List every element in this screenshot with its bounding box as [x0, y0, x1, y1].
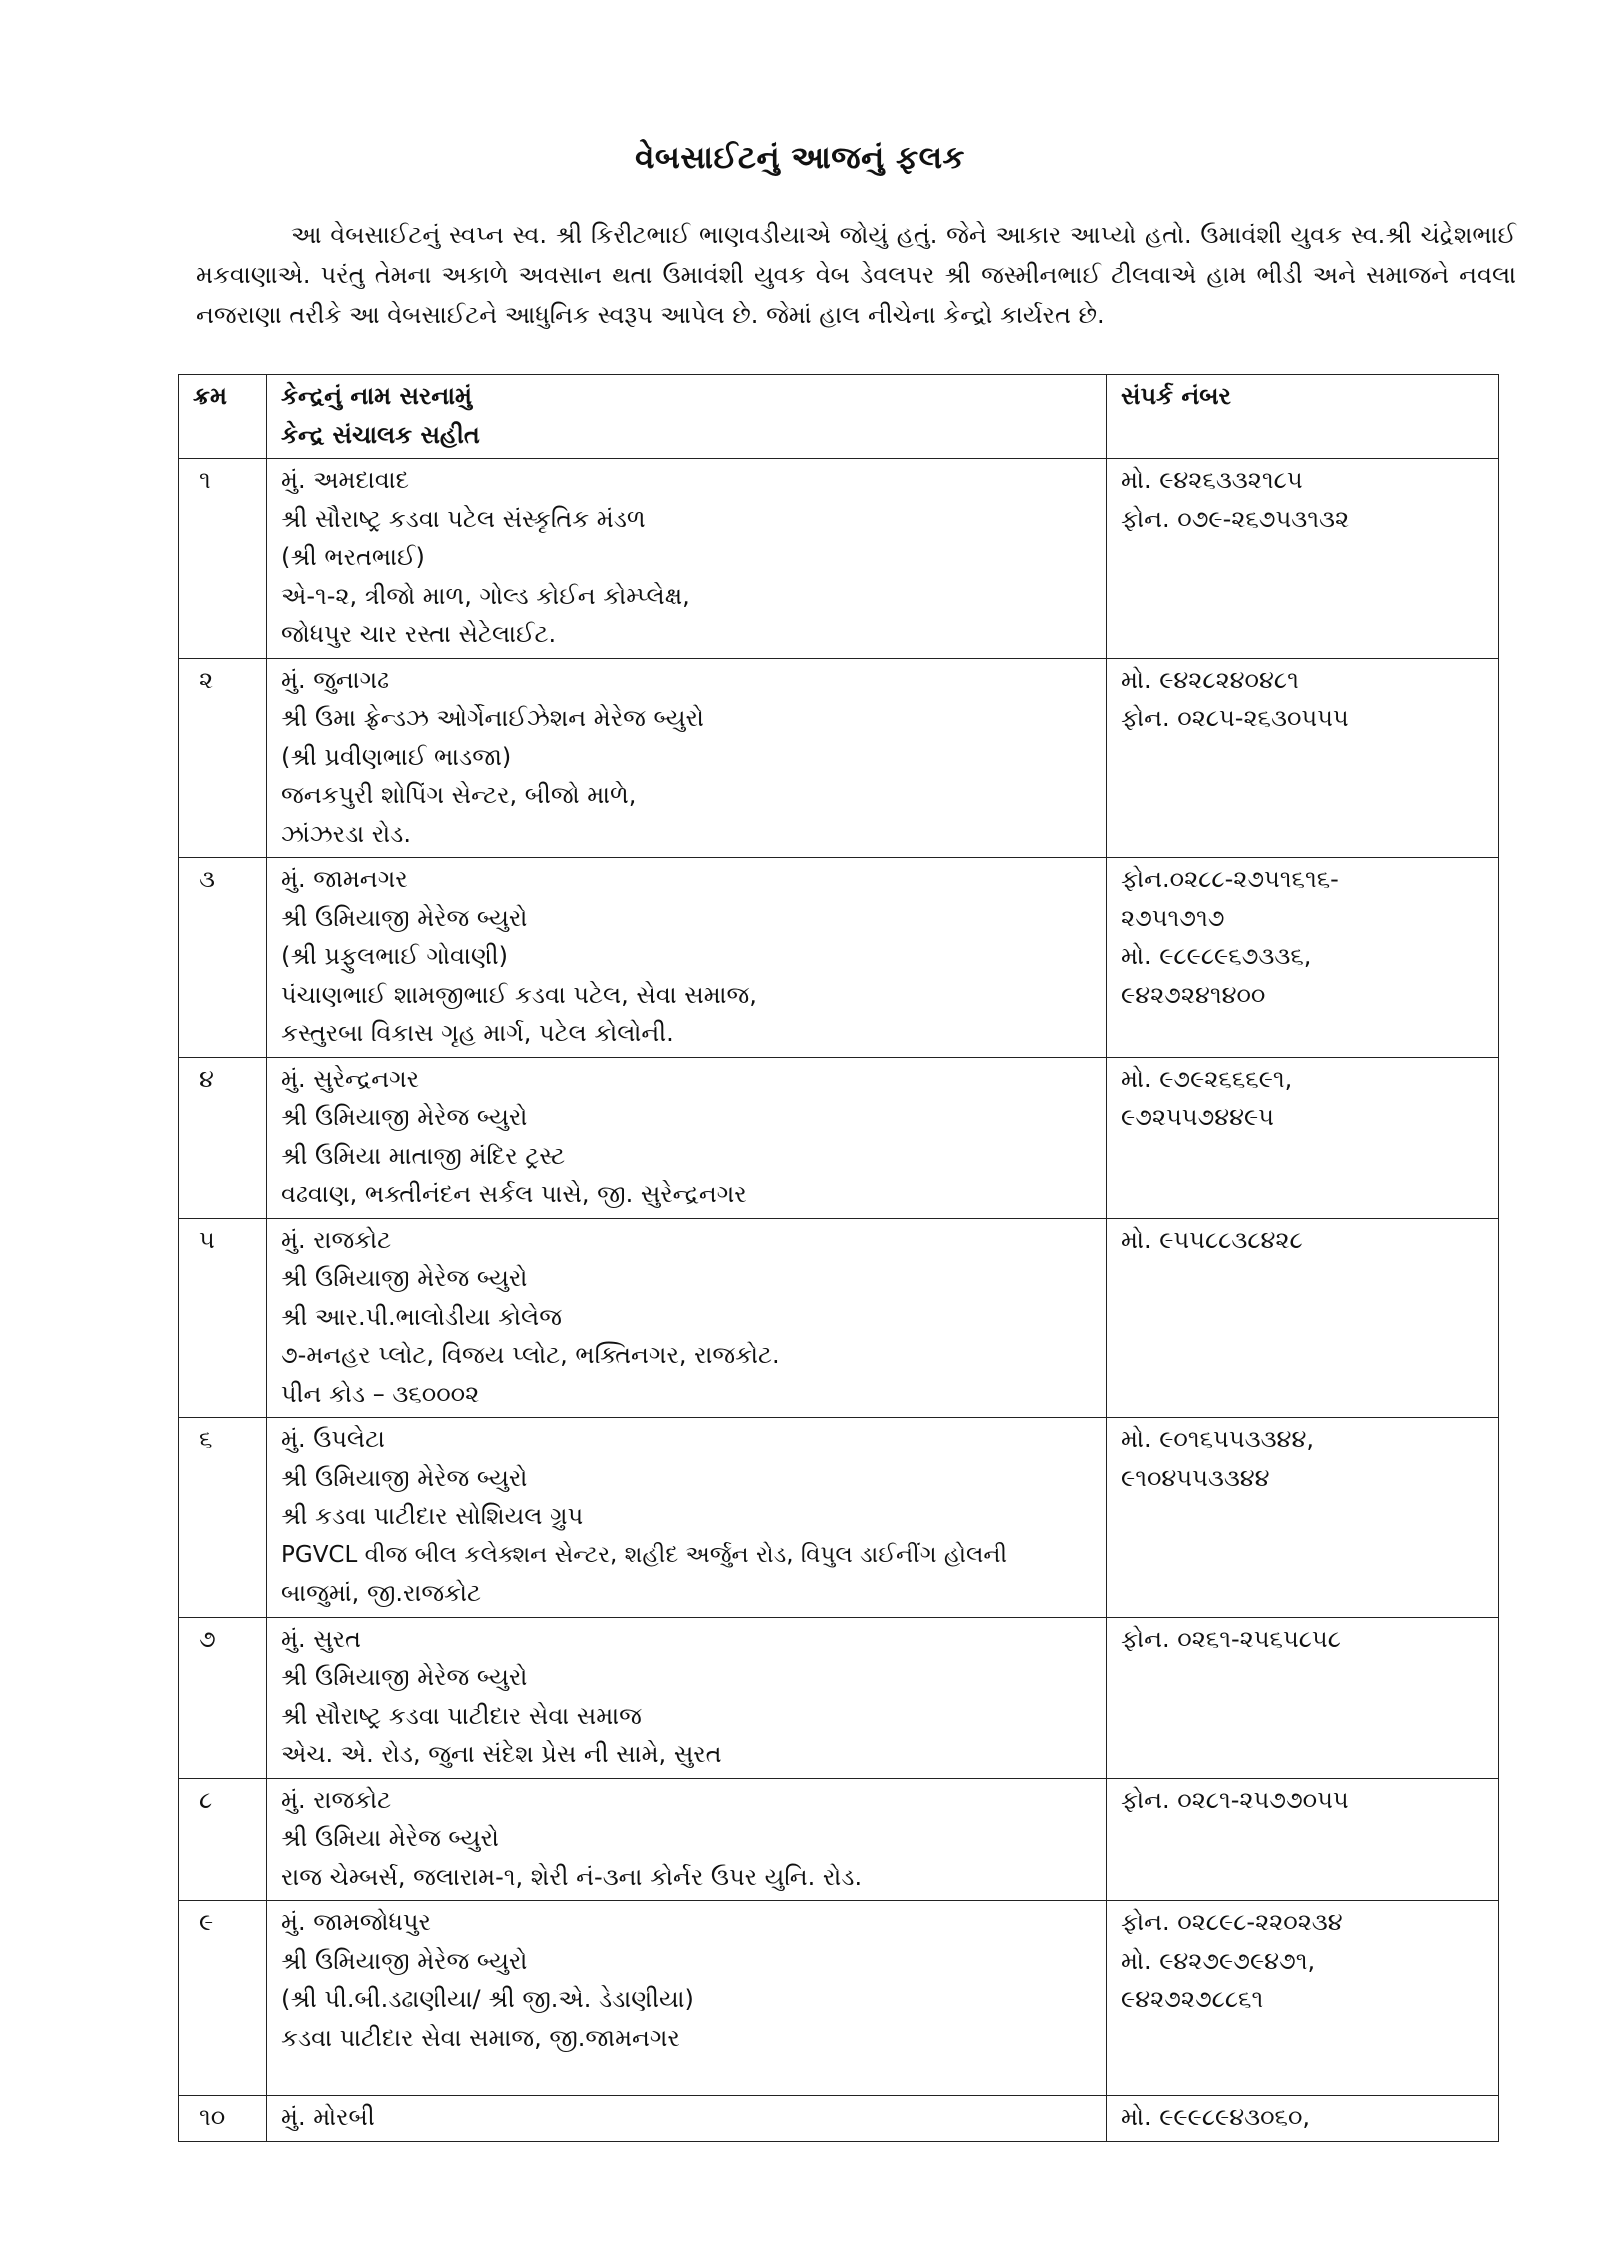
center-details [267, 858, 1107, 1058]
center-line: શ્રી ઉમિયા મેરેજ બ્યુરો [281, 1824, 499, 1852]
center-line: એ-૧-૨, ત્રીજો માળ, ગોલ્ડ કોઈન કોમ્પ્લેક્ષ, [281, 581, 690, 610]
contact-numbers [1107, 1218, 1499, 1418]
center-city: મું. રાજકોટ [281, 1225, 392, 1254]
contact-numbers [1107, 459, 1499, 659]
row-spacer [281, 2057, 1096, 2091]
center-line: રાજ ચેમ્બર્સ, જલારામ-૧, શેરી નં-૩ના કોર્નર ઉપર યુનિ. રોડ. [281, 1862, 863, 1891]
row-number: ૧૦ [179, 2096, 267, 2142]
center-line: શ્રી સૌરાષ્ટ્ર કડવા પટેલ સંસ્કૃતિક મંડળ [281, 504, 646, 533]
center-line: શ્રી ઉમિયાજી મેરેજ બ્યુરો [281, 1946, 528, 1975]
table-row [179, 1057, 1499, 1218]
table-row [179, 1418, 1499, 1618]
table-row [179, 459, 1499, 659]
center-details [267, 1778, 1107, 1901]
table-row [179, 2096, 1499, 2142]
table-row [179, 1901, 1499, 2096]
center-line: ૭-મનહર પ્લોટ, વિજય પ્લોટ, ભક્તિનગર, રાજકોટ. [281, 1341, 780, 1369]
center-city: મું. રાજકોટ [281, 1785, 392, 1814]
center-line: (શ્રી પ્રફુલભાઈ ગોવાણી) [281, 942, 509, 970]
header-no: ક્રમ [179, 375, 267, 459]
contact-line: મો. ૯૦૧૬૫૫૩૩૪૪, [1121, 1425, 1314, 1453]
center-line: વઢવાણ, ભક્તીનંદન સર્કલ પાસે, જી. સુરેન્દ્રનગર [281, 1180, 747, 1208]
contact-numbers [1107, 1418, 1499, 1618]
contact-numbers [1107, 2096, 1499, 2142]
row-number: ૫ [179, 1218, 267, 1418]
contact-line: ૯૪૨૭૨૪૧૪૦૦ [1121, 980, 1266, 1009]
center-line: શ્રી ઉમા ફ્રેન્ડઝ ઓર્ગેનાઈઝેશન મેરેજ બ્યુરો [281, 704, 704, 732]
center-line: પંચાણભાઈ શામજીભાઈ કડવા પટેલ, સેવા સમાજ, [281, 980, 757, 1009]
centers-table [178, 374, 1499, 2142]
center-line: પીન કોડ – ૩૬૦૦૦૨ [281, 1379, 480, 1408]
intro-text: આ વેબસાઈટનું સ્વપ્ન સ્વ. શ્રી કિરીટભાઈ ભાણવડીયાએ જોયું હતું. જેને આકાર આપ્યો હતો. ઉમાવંશી યુવક સ્વ.શ્રી ચંદ્રેશભાઈ મકવાણાએ. પરંતુ તેમના અકાળે અવસાન થતા ઉમાવંશી યુવક વેબ ડેવલપર શ્રી જસ્મીનભાઈ ટીલવાએ હામ ભીડી અને સમાજને નવલા નજરાણા તરીકે આ વેબસાઈટને આધુનિક સ્વરૂપ આપેલ છે. જેમાં હાલ નીચેના કેન્દ્રો કાર્યરત છે. [196, 221, 1516, 329]
table-header-row [179, 375, 1499, 459]
contact-numbers [1107, 1617, 1499, 1778]
contact-numbers [1107, 1057, 1499, 1218]
row-number: ૩ [179, 858, 267, 1058]
contact-line: મો. ૯૫૫૮૮૩૮૪૨૮ [1121, 1225, 1303, 1254]
table-row [179, 1778, 1499, 1901]
contact-line: મો. ૯૪૨૬૩૩૨૧૮૫ [1121, 466, 1303, 494]
header-name-line1: કેન્દ્રનું નામ સરનામું [281, 382, 472, 410]
contact-line: ૯૭૨૫૫૭૪૪૯૫ [1121, 1103, 1274, 1131]
center-line: શ્રી કડવા પાટીદાર સોશિયલ ગ્રુપ [281, 1502, 584, 1530]
center-details [267, 1617, 1107, 1778]
center-details [267, 1218, 1107, 1418]
row-number: ૯ [179, 1901, 267, 2096]
center-line: (શ્રી પ્રવીણભાઈ ભાડજા) [281, 742, 512, 771]
center-line: એચ. એ. રોડ, જુના સંદેશ પ્રેસ ની સામે, સુરત [281, 1740, 722, 1768]
row-number: ૧ [179, 459, 267, 659]
contact-line: મો. ૯૪૨૭૯૭૯૪૭૧, [1121, 1946, 1316, 1975]
center-line: બાજુમાં, જી.રાજકોટ [281, 1579, 481, 1607]
center-details [267, 2096, 1107, 2142]
contact-numbers [1107, 858, 1499, 1058]
center-city: મું. જુનાગઢ [281, 665, 390, 694]
center-line: (શ્રી પી.બી.ડઢાણીયા/ શ્રી જી.એ. ડેડાણીયા) [281, 1985, 694, 2013]
center-line: શ્રી ઉમિયાજી મેરેજ બ્યુરો [281, 1463, 528, 1492]
contact-numbers [1107, 1901, 1499, 2096]
center-line: શ્રી ઉમિયા માતાજી મંદિર ટ્રસ્ટ [281, 1141, 566, 1170]
contact-line: મો. ૯૭૯૨૬૬૬૯૧, [1121, 1064, 1293, 1093]
contact-line: ફોન. ૦૭૯-૨૬૭૫૩૧૩૨ [1121, 504, 1350, 533]
center-city: મું. જામજોધપુર [281, 1908, 431, 1936]
center-details [267, 1901, 1107, 2096]
center-details [267, 1418, 1107, 1618]
center-line: શ્રી ઉમિયાજી મેરેજ બ્યુરો [281, 1264, 528, 1292]
row-number: ૬ [179, 1418, 267, 1618]
center-line: શ્રી સૌરાષ્ટ્ર કડવા પાટીદાર સેવા સમાજ [281, 1701, 642, 1730]
intro-paragraph [196, 215, 1516, 335]
table-row [179, 658, 1499, 858]
contact-line: ૯૪૨૭૨૭૮૮૬૧ [1121, 1985, 1264, 2013]
center-details [267, 658, 1107, 858]
row-number: ૨ [179, 658, 267, 858]
center-city: મું. સુરેન્દ્રનગર [281, 1064, 420, 1093]
center-line: કડવા પાટીદાર સેવા સમાજ, જી.જામનગર [281, 2023, 680, 2052]
contact-line: ફોન. ૦૨૬૧-૨૫૬૫૮૫૮ [1121, 1624, 1341, 1653]
contact-numbers [1107, 658, 1499, 858]
center-city: મું. મોરબી [281, 2103, 375, 2131]
center-line: શ્રી ઉમિયાજી મેરેજ બ્યુરો [281, 1103, 528, 1131]
contact-line: મો. ૯૯૯૮૯૪૩૦૬૦, [1121, 2103, 1311, 2131]
center-line: શ્રી ઉમિયાજી મેરેજ બ્યુરો [281, 903, 528, 932]
row-number: ૪ [179, 1057, 267, 1218]
contact-line: ફોન.૦૨૮૮-૨૭૫૧૬૧૬- [1121, 865, 1339, 893]
contact-numbers [1107, 1778, 1499, 1901]
center-line: જનકપુરી શોપિંગ સેન્ટર, બીજો માળે, [281, 781, 637, 809]
center-line: (શ્રી ભરતભાઈ) [281, 543, 425, 571]
page-title: વેબસાઈટનું આજનું ફલક [635, 140, 965, 176]
center-details [267, 1057, 1107, 1218]
center-details [267, 459, 1107, 659]
center-line: ઝાંઝરડા રોડ. [281, 819, 411, 848]
contact-line: ફોન. ૦૨૮૯૮-૨૨૦૨૩૪ [1121, 1908, 1343, 1936]
center-line: શ્રી ઉમિયાજી મેરેજ બ્યુરો [281, 1663, 528, 1691]
header-phone: સંપર્ક નંબર [1107, 375, 1499, 459]
header-name-line2: કેન્દ્ર સંચાલક સહીત [281, 420, 480, 449]
contact-line: ૨૭૫૧૭૧૭ [1121, 903, 1225, 932]
table-row [179, 1617, 1499, 1778]
center-line: જોધપુર ચાર રસ્તા સેટેલાઈટ. [281, 620, 557, 648]
center-line: PGVCL વીજ બીલ કલેક્શન સેન્ટર, શહીદ અર્જુન રોડ, વિપુલ ડાઈનીંગ હોલની [281, 1541, 1008, 1568]
center-city: મું. જામનગર [281, 865, 408, 893]
center-line: કસ્તુરબા વિકાસ ગૃહ માર્ગ, પટેલ કોલોની. [281, 1019, 674, 1047]
center-city: મું. ઉપલેટા [281, 1425, 385, 1453]
contact-line: ફોન. ૦૨૮૧-૨૫૭૭૦૫૫ [1121, 1785, 1349, 1814]
table-row [179, 858, 1499, 1058]
contact-line: ફોન. ૦૨૮૫-૨૬૩૦૫૫૫ [1121, 704, 1349, 732]
row-number: ૭ [179, 1617, 267, 1778]
contact-line: મો. ૯૪૨૮૨૪૦૪૮૧ [1121, 665, 1299, 694]
table-row [179, 1218, 1499, 1418]
contact-line: મો. ૯૮૯૮૯૬૭૩૩૬, [1121, 942, 1312, 970]
center-line: શ્રી આર.પી.ભાલોડીયા કોલેજ [281, 1302, 562, 1331]
center-city: મું. અમદાવાદ [281, 466, 410, 494]
header-name [267, 375, 1107, 459]
contact-line: ૯૧૦૪૫૫૩૩૪૪ [1121, 1463, 1270, 1492]
center-city: મું. સુરત [281, 1624, 361, 1653]
row-number: ૮ [179, 1778, 267, 1901]
